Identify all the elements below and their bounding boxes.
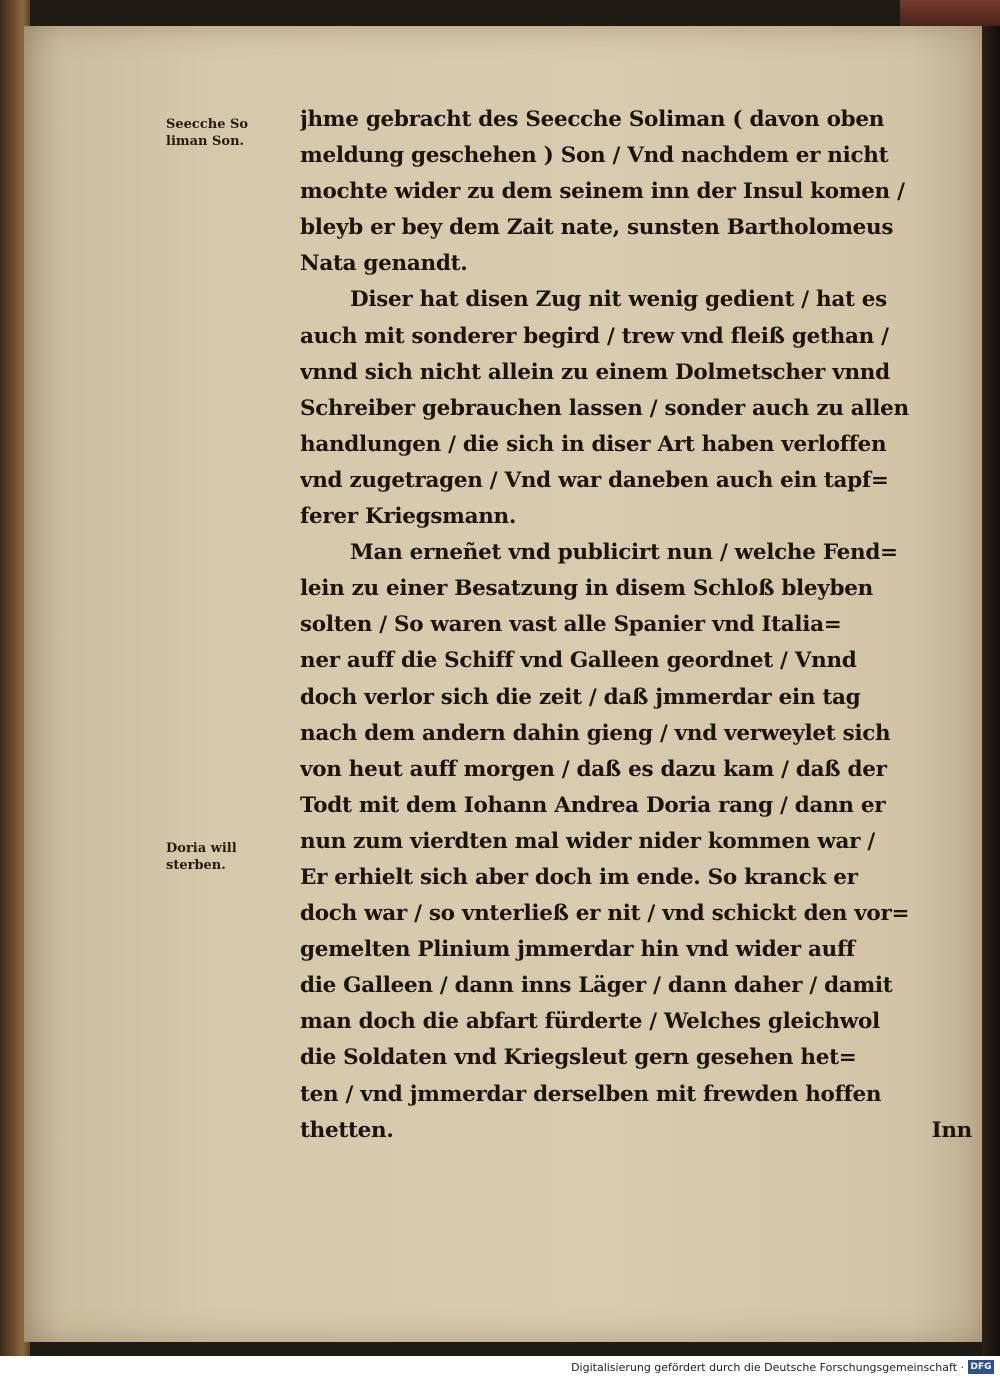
- dfg-logo-icon: DFG: [968, 1360, 994, 1374]
- text-line: vnd zugetragen / Vnd war daneben auch ein tapf=: [300, 467, 889, 493]
- margin-note-soliman: Seecche So liman Son.: [166, 117, 249, 149]
- page-edge: [982, 0, 1000, 1356]
- text-line: von heut auff morgen / daß es dazu kam / daß der: [300, 756, 887, 782]
- text-line: nach dem andern dahin gieng / vnd verweylet sich: [300, 720, 891, 746]
- text-line: Er erhielt sich aber doch im ende. So kranck er: [300, 864, 858, 890]
- text-line: Man erneñet vnd publicirt nun / welche Fend=: [350, 540, 898, 566]
- footer-bar: [0, 1356, 1000, 1379]
- text-line: Diser hat disen Zug nit wenig gedient / hat es: [350, 287, 887, 313]
- text-line: meldung geschehen ) Son / Vnd nachdem er nicht: [300, 143, 889, 169]
- margin-note-doria: Doria will sterben.: [166, 841, 237, 873]
- last-line: [300, 1113, 972, 1149]
- text-line: vnnd sich nicht allein zu einem Dolmetscher vnnd: [300, 359, 890, 385]
- text-line: mochte wider zu dem seinem inn der Insul komen /: [300, 179, 905, 205]
- body-text: [300, 102, 972, 1149]
- text-line: ner auff die Schiff vnd Galleen geordnet / Vnnd: [300, 648, 857, 674]
- text-line: thetten.: [300, 1117, 394, 1143]
- text-line: die Soldaten vnd Kriegsleut gern gesehen het=: [300, 1045, 857, 1071]
- catchword: Inn: [931, 1117, 972, 1143]
- text-line: man doch die abfart fürderte / Welches gleichwol: [300, 1009, 880, 1035]
- text-line: ten / vnd jmmerdar derselben mit frewden hoffen: [300, 1081, 882, 1107]
- funding-credit: Digitalisierung gefördert durch die Deutsche Forschungsgemeinschaft ·: [571, 1361, 964, 1374]
- text-line: doch war / so vnterließ er nit / vnd schickt den vor=: [300, 901, 910, 927]
- text-line: die Galleen / dann inns Läger / dann daher / damit: [300, 973, 893, 999]
- text-line: Todt mit dem Iohann Andrea Doria rang / dann er: [300, 792, 886, 818]
- text-line: lein zu einer Besatzung in disem Schloß bleyben: [300, 576, 873, 602]
- text-line: doch verlor sich die zeit / daß jmmerdar ein tag: [300, 684, 861, 710]
- text-line: bleyb er bey dem Zait nate, sunsten Bartholomeus: [300, 215, 894, 241]
- text-line: nun zum vierdten mal wider nider kommen war /: [300, 828, 875, 854]
- text-line: Schreiber gebrauchen lassen / sonder auch zu allen: [300, 395, 909, 421]
- text-line: jhme gebracht des Seecche Soliman ( davon oben: [300, 107, 885, 132]
- text-line: ferer Kriegsmann.: [300, 504, 517, 530]
- text-line: gemelten Plinium jmmerdar hin vnd wider auff: [300, 937, 855, 963]
- text-line: auch mit sonderer begird / trew vnd fleiß gethan /: [300, 323, 889, 349]
- text-line: handlungen / die sich in diser Art haben verloffen: [300, 431, 887, 457]
- text-line: solten / So waren vast alle Spanier vnd Italia=: [300, 612, 842, 638]
- text-line: Nata genandt.: [300, 251, 468, 277]
- ribbon-marker: [900, 0, 1000, 26]
